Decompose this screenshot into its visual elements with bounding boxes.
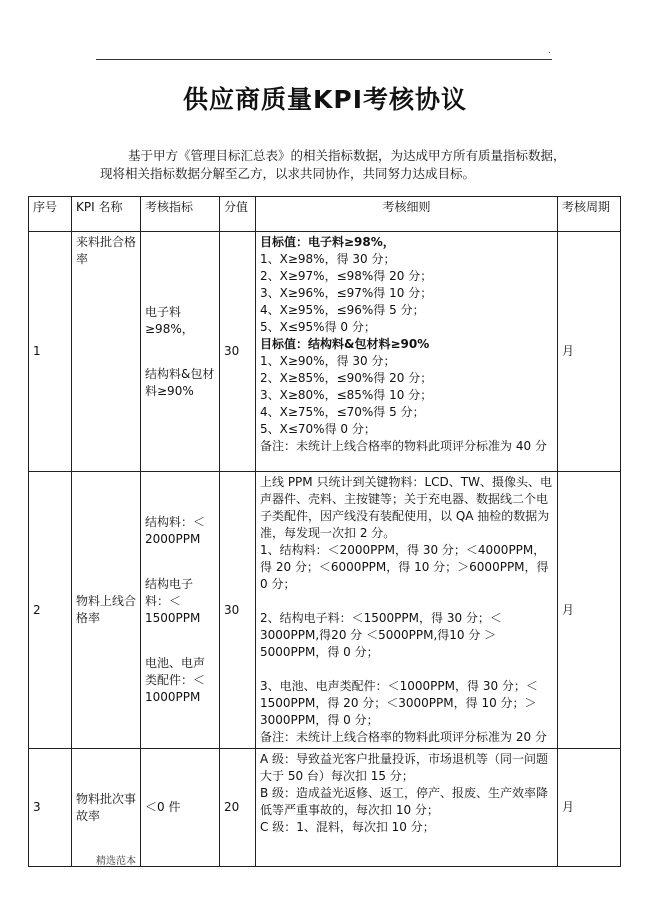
row1-metric (141, 232, 220, 472)
row3-detail-para: C 级：1、混料，每次扣 10 分； (260, 820, 435, 834)
intro-paragraph: 基于甲方《管理目标汇总表》的相关指标数据，为达成甲方所有质量指标数据，现将相关指标数据分解至乙方，以求共同协作，共同努力达成目标。 (100, 148, 566, 181)
row1-detail-line: 3、X≥80%，≤85%得 10 分； (260, 388, 433, 402)
row2-detail-para: 1、结构料：＜2000PPM，得 30 分；＜4000PPM，得 20 分；＜6000PPM，得 10 分；＞6000PPM，得 0 分； (260, 543, 549, 591)
row3-detail-para: A 级：导致益光客户批量投诉，市场退机等（同一问题大于 50 台）每次扣 15 分； (260, 752, 549, 783)
header-no: 序号 (29, 197, 72, 232)
header-score: 分值 (220, 197, 256, 232)
row2-metric-line: 结构电子料：＜1500PPM (145, 577, 201, 625)
row2-metric-line: 结构料：＜2000PPM (145, 515, 206, 546)
row3-metric (141, 749, 220, 867)
row1-detail-line: 目标值：电子料≥98%， (260, 235, 395, 249)
row1-detail-line: 1、X≥90%，得 30 分； (260, 354, 396, 368)
row1-detail-line: 备注：未统计上线合格率的物料此项评分标准为 40 分 (260, 439, 547, 453)
row2-metric (141, 472, 220, 749)
table-row (29, 749, 621, 867)
row1-detail-line: 4、X≥95%，≤96%得 5 分； (260, 303, 425, 317)
kpi-table (28, 196, 621, 867)
row3-no: 3 (29, 749, 72, 867)
row3-detail-para: B 级：造成益光返修、返工，停产、报废、生产效率降低等严重事故的，每次扣 10 分； (260, 786, 549, 817)
row1-detail-line: 2、X≥85%，≤90%得 20 分； (260, 371, 433, 385)
row3-details (256, 749, 558, 867)
header-rule (96, 59, 552, 60)
row2-details (256, 472, 558, 749)
row2-score: 30 (220, 472, 256, 749)
row3-score: 20 (220, 749, 256, 867)
row1-detail-line: 2、X≥97%，≤98%得 20 分； (260, 269, 433, 283)
row1-metric-line: 结构料&包材料≥90% (145, 366, 215, 398)
table-row (29, 472, 621, 749)
row2-detail-para: 上线 PPM 只统计到关键物料：LCD、TW、摄像头、电声器件、壳料、主按键等；关于充电器、数据线二个电子类配件，因产线没有装配使用，以 QA 抽检的数据为准，每发现一次扣 2 分。 (260, 475, 552, 540)
row1-detail-line: 1、X≥98%，得 30 分； (260, 252, 396, 266)
row1-no: 1 (29, 232, 72, 472)
row2-metric-line: 电池、电声类配件：＜1000PPM (145, 656, 206, 704)
row1-score: 30 (220, 232, 256, 472)
header-metric: 考核指标 (141, 197, 220, 232)
row1-details (256, 232, 558, 472)
row2-detail-para: 3、电池、电声类配件：＜1000PPM，得 30 分；＜1500PPM，得 20 分；＜3000PPM，得 10 分；＞3000PPM，得 0 分； (260, 679, 538, 727)
row1-detail-line: 4、X≥75%，≤70%得 5 分； (260, 405, 425, 419)
row3-metric-line: ＜0 件 (145, 800, 181, 814)
table-row (29, 232, 621, 472)
header-details: 考核细则 (256, 197, 558, 232)
row2-no: 2 (29, 472, 72, 749)
row3-period: 月 (558, 749, 621, 867)
row1-detail-line: 5、X≤95%得 0 分； (260, 320, 376, 334)
row2-name: 物料上线合格率 (72, 472, 141, 749)
row1-detail-line: 5、X≤70%得 0 分； (260, 422, 376, 436)
document-title: 供应商质量KPI考核协议 (183, 85, 467, 114)
table-header-row (29, 197, 621, 232)
row2-detail-para: 备注：未统计上线合格率的物料此项评分标准为 20 分 (260, 730, 547, 744)
row1-metric-line: 电子料≥98%， (145, 304, 194, 336)
row1-detail-line: 目标值：结构料&包材料≥90% (260, 337, 430, 351)
row1-detail-line: 3、X≥96%，≤97%得 10 分； (260, 286, 433, 300)
header-mark: . (548, 46, 551, 56)
header-kpi-name: KPI 名称 (72, 197, 141, 232)
row2-period: 月 (558, 472, 621, 749)
header-period: 考核周期 (558, 197, 621, 232)
row3-name: 物料批次事故率 (72, 749, 141, 867)
row1-name: 来料批合格率 (72, 232, 141, 472)
footer-note: 精选范本 (96, 856, 136, 867)
row2-detail-para: 2、结构电子料：＜1500PPM，得 30 分；＜3000PPM,得20 分 ＜5000PPM,得10 分 ＞5000PPM，得 0 分； (260, 611, 502, 659)
row1-period: 月 (558, 232, 621, 472)
